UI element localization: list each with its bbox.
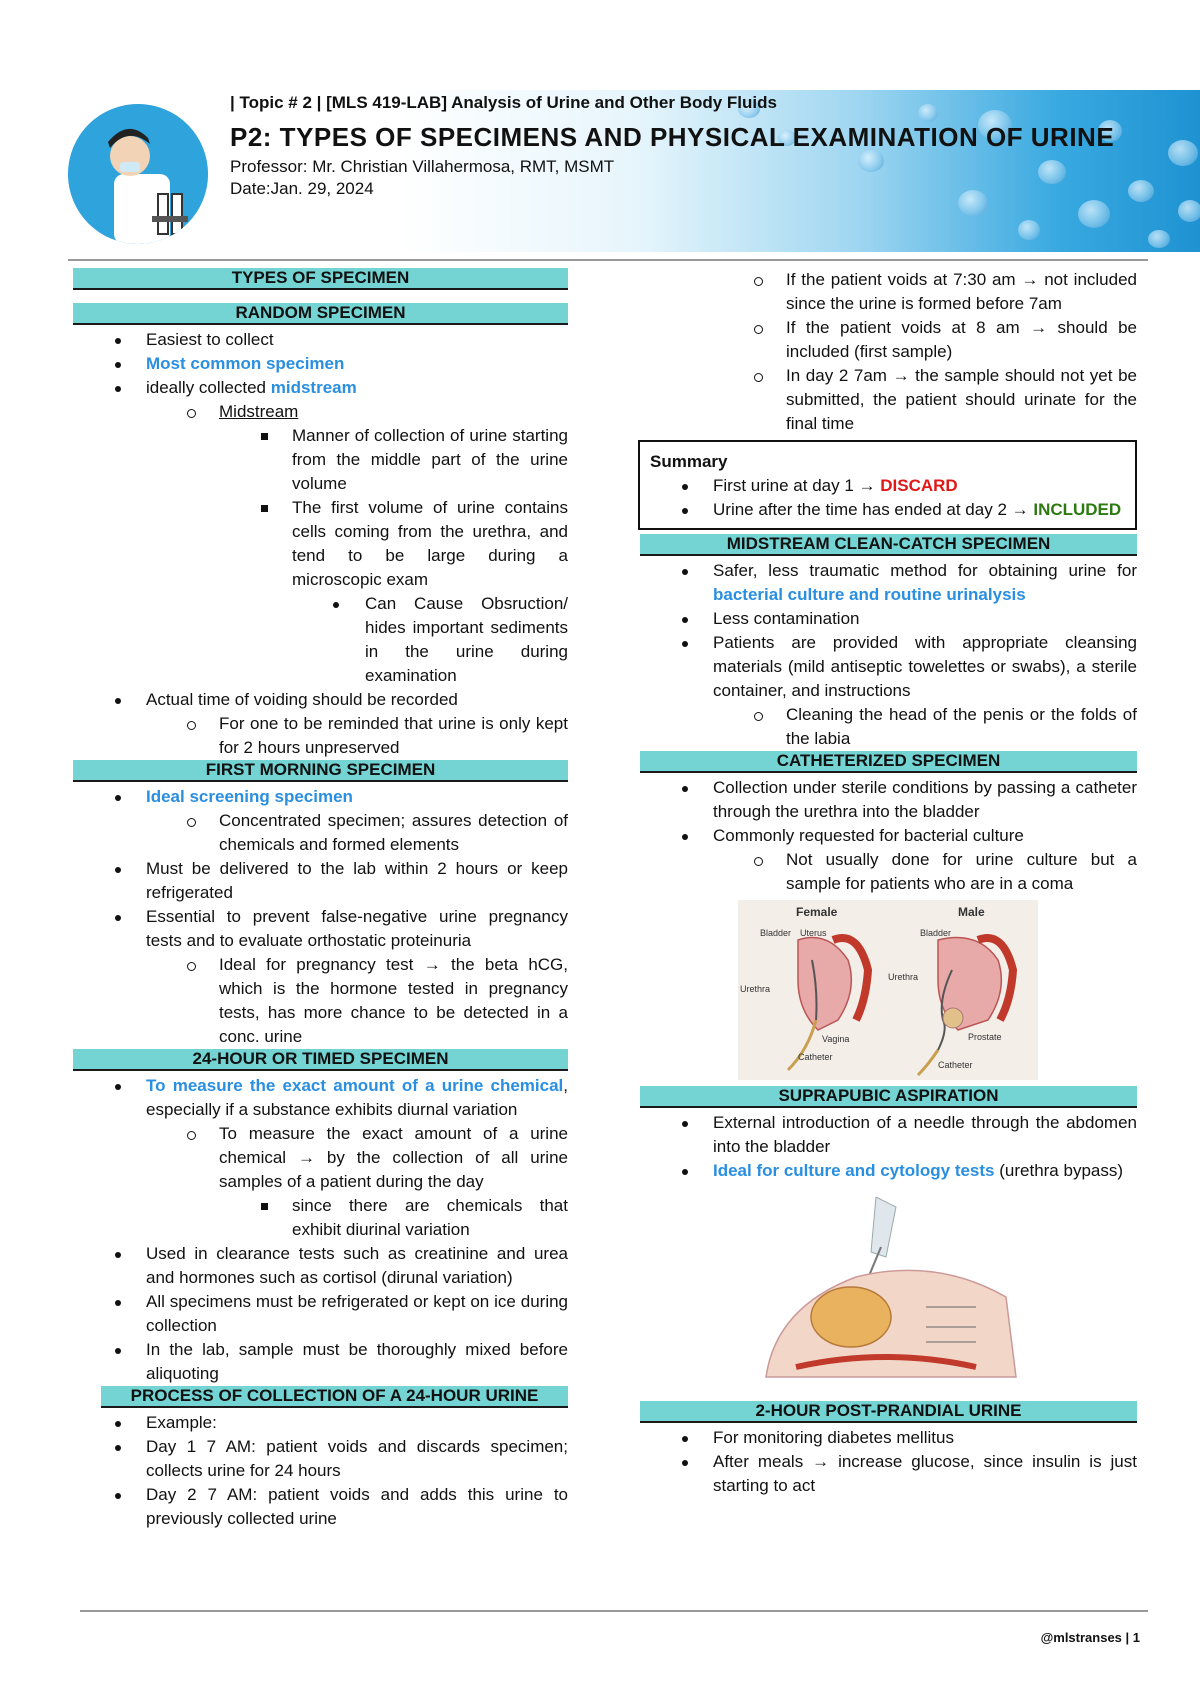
footer-divider (80, 1610, 1148, 1612)
list-text: (urethra bypass) (994, 1161, 1124, 1180)
highlight-text: midstream (270, 378, 357, 397)
section-heading-midstream: MIDSTREAM CLEAN-CATCH SPECIMEN (640, 534, 1137, 556)
list-text: Essential to prevent false-negative urine pregnancy tests and to evaluate orthostatic proteinuria (146, 907, 568, 950)
catheterization-figure (738, 900, 1038, 1080)
list-item (73, 400, 568, 424)
left-column (73, 268, 568, 1531)
list-item (640, 559, 1137, 607)
list-text: ideally collected (146, 378, 271, 397)
list-text: Urine after the time has ended at day 2 → (713, 500, 1034, 519)
list-item (73, 857, 568, 905)
post-prandial-list (640, 1426, 1137, 1498)
list-item (650, 498, 1125, 522)
list-text: Must be delivered to the lab within 2 hours or keep refrigerated (146, 859, 568, 902)
section-heading-random: RANDOM SPECIMEN (73, 303, 568, 325)
timed-list (73, 1074, 568, 1386)
summary-title: Summary (650, 452, 728, 471)
cell-bubble (1078, 200, 1110, 228)
list-text: In the lab, sample must be thoroughly mixed before aliquoting (146, 1340, 568, 1383)
list-text: The first volume of urine contains cells coming from the urethra, and tend to be large during a microscopic exam (292, 498, 568, 589)
scientist-illustration (68, 104, 208, 244)
list-item (73, 809, 568, 857)
list-item (640, 268, 1137, 316)
list-text: , especially if a substance exhibits diurnal variation (146, 1076, 568, 1119)
section-heading-post-prandial: 2-HOUR POST-PRANDIAL URINE (640, 1401, 1137, 1423)
list-item (73, 496, 568, 592)
list-text: After meals → increase glucose, since insulin is just starting to act (713, 1452, 1137, 1495)
list-text: Used in clearance tests such as creatinine and urea and hormones such as cortisol (dirunal variation) (146, 1244, 568, 1287)
list-item (640, 364, 1137, 436)
list-text: In day 2 7am → the sample should not yet be submitted, the patient should urinate for the final time (786, 366, 1137, 433)
list-item (73, 1194, 568, 1242)
list-text: Cleaning the head of the penis or the folds of the labia (786, 705, 1137, 748)
female-label: Female (796, 905, 838, 919)
page-header (68, 86, 1148, 256)
cell-bubble (1148, 230, 1170, 248)
list-item (640, 316, 1137, 364)
label-uterus: Uterus (800, 928, 827, 938)
right-column (640, 268, 1137, 1498)
list-item (640, 824, 1137, 848)
date-line: Date:Jan. 29, 2024 (230, 179, 374, 198)
list-item (640, 631, 1137, 703)
highlight-text: Most common specimen (146, 354, 345, 373)
header-divider (68, 259, 1148, 261)
list-text: To measure the exact amount of a urine chemical → by the collection of all urine samples of a patient during the day (219, 1124, 568, 1191)
summary-list (650, 474, 1125, 522)
list-text: since there are chemicals that exhibit diurinal variation (292, 1196, 568, 1239)
list-text: If the patient voids at 7:30 am → not included since the urine is formed before 7am (786, 270, 1137, 313)
list-text: Less contamination (713, 609, 860, 628)
label-prostate: Prostate (968, 1032, 1002, 1042)
cell-bubble (1178, 200, 1200, 222)
list-item (73, 376, 568, 400)
list-item (73, 1411, 568, 1435)
label-vagina: Vagina (822, 1034, 850, 1044)
list-item (73, 1074, 568, 1122)
section-heading-types: TYPES OF SPECIMEN (73, 268, 568, 290)
header-text (230, 92, 1200, 200)
highlight-text: Ideal for culture and cytology tests (713, 1161, 995, 1180)
list-item (640, 1159, 1137, 1183)
list-text: For one to be reminded that urine is only kept for 2 hours unpreserved (219, 714, 568, 757)
page-footer: @mlstranses | 1 (1040, 1630, 1140, 1645)
included-label: INCLUDED (1033, 500, 1122, 519)
list-item (73, 424, 568, 496)
list-text: First urine at day 1 → (713, 476, 881, 495)
label-catheter-f: Catheter (798, 1052, 833, 1062)
label-urethra-m: Urethra (888, 972, 919, 982)
section-heading-suprapubic: SUPRAPUBIC ASPIRATION (640, 1086, 1137, 1108)
process-list (73, 1411, 568, 1531)
list-item (73, 785, 568, 809)
list-text: Commonly requested for bacterial culture (713, 826, 1024, 845)
catheterized-list (640, 776, 1137, 896)
label-catheter-m: Catheter (938, 1060, 973, 1070)
random-list (73, 328, 568, 760)
list-text: Safer, less traumatic method for obtaining urine for (713, 561, 1137, 580)
list-text: Easiest to collect (146, 330, 274, 349)
list-item (640, 1450, 1137, 1498)
list-text: Concentrated specimen; assures detection of chemicals and formed elements (219, 811, 568, 854)
list-item (73, 592, 568, 688)
list-text: For monitoring diabetes mellitus (713, 1428, 954, 1447)
list-item (73, 1483, 568, 1531)
list-text: Midstream (219, 402, 299, 421)
list-text: Example: (146, 1413, 217, 1432)
list-item (73, 953, 568, 1049)
highlight-text: Ideal screening specimen (146, 787, 353, 806)
list-text: Patients are provided with appropriate cleansing materials (mild antiseptic towelettes or swabs), a sterile container, and instructions (713, 633, 1137, 700)
list-item (73, 1242, 568, 1290)
page-title: P2: TYPES OF SPECIMENS AND PHYSICAL EXAMINATION OF URINE (230, 122, 1115, 152)
continued-list (640, 268, 1137, 436)
catheterization-diagram (738, 900, 1038, 1080)
section-heading-first-morning: FIRST MORNING SPECIMEN (73, 760, 568, 782)
topic-line: | Topic # 2 | [MLS 419-LAB] Analysis of Urine and Other Body Fluids (230, 93, 777, 112)
label-bladder-m: Bladder (920, 928, 952, 938)
highlight-text: bacterial culture and routine urinalysis (713, 585, 1026, 604)
list-text: Manner of collection of urine starting from the middle part of the urine volume (292, 426, 568, 493)
list-text: Actual time of voiding should be recorded (146, 690, 458, 709)
list-text: Collection under sterile conditions by passing a catheter through the urethra into the bladder (713, 778, 1137, 821)
list-item (640, 776, 1137, 824)
suprapubic-figure (736, 1197, 1036, 1387)
discard-label: DISCARD (880, 476, 958, 495)
list-item (73, 1290, 568, 1338)
list-item (73, 1338, 568, 1386)
male-label: Male (958, 905, 985, 919)
professor-line: Professor: Mr. Christian Villahermosa, RMT, MSMT (230, 157, 615, 176)
list-item (640, 703, 1137, 751)
highlight-text: To measure the exact amount of a urine chemical (146, 1076, 564, 1095)
list-item (640, 607, 1137, 631)
list-item (640, 1111, 1137, 1159)
list-text: All specimens must be refrigerated or kept on ice during collection (146, 1292, 568, 1335)
list-item (73, 688, 568, 712)
list-item (73, 352, 568, 376)
label-bladder-f: Bladder (760, 928, 792, 938)
list-item (73, 328, 568, 352)
list-text: Day 1 7 AM: patient voids and discards specimen; collects urine for 24 hours (146, 1437, 568, 1480)
list-text: Day 2 7 AM: patient voids and adds this urine to previously collected urine (146, 1485, 568, 1528)
list-item (73, 1122, 568, 1194)
list-text: External introduction of a needle through the abdomen into the bladder (713, 1113, 1137, 1156)
label-urethra-f: Urethra (740, 984, 771, 994)
midstream-list (640, 559, 1137, 751)
cell-bubble (1018, 220, 1040, 240)
first-morning-list (73, 785, 568, 1049)
header-avatar (68, 104, 208, 244)
list-text: If the patient voids at 8 am → should be included (first sample) (786, 318, 1137, 361)
list-item (73, 905, 568, 953)
summary-box (638, 440, 1137, 530)
list-text: Can Cause Obsruction/ hides important sediments in the urine during examination (365, 594, 568, 685)
section-heading-process: PROCESS OF COLLECTION OF A 24-HOUR URINE (101, 1386, 568, 1408)
list-text: Not usually done for urine culture but a sample for patients who are in a coma (786, 850, 1137, 893)
suprapubic-diagram (736, 1197, 1036, 1387)
suprapubic-list (640, 1111, 1137, 1183)
list-item (73, 1435, 568, 1483)
list-item (640, 1426, 1137, 1450)
list-item (640, 848, 1137, 896)
list-text: Ideal for pregnancy test → the beta hCG, which is the hormone tested in pregnancy tests, has more chance to be detected in a conc. urine (219, 955, 568, 1046)
section-heading-timed: 24-HOUR OR TIMED SPECIMEN (73, 1049, 568, 1071)
section-heading-catheterized: CATHETERIZED SPECIMEN (640, 751, 1137, 773)
list-item (650, 474, 1125, 498)
list-item (73, 712, 568, 760)
